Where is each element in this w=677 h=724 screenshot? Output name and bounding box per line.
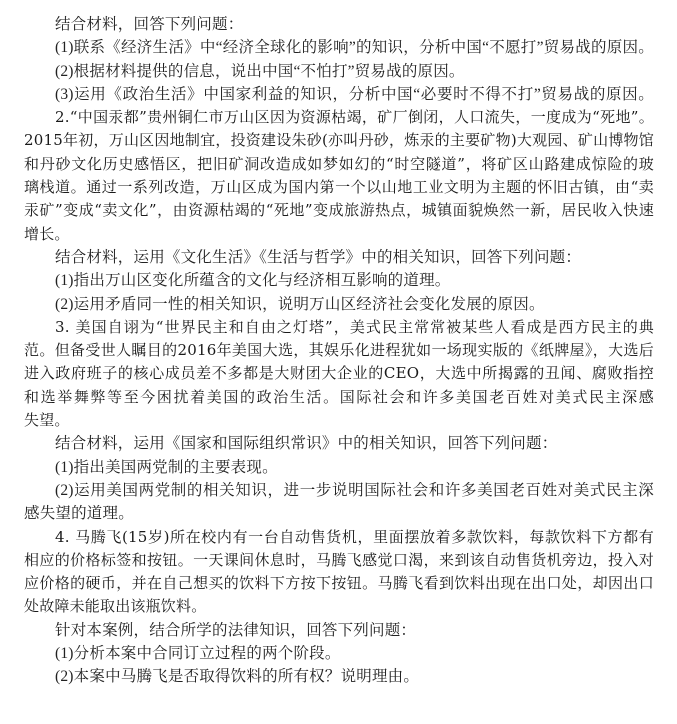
q4-prompt: 针对本案例，结合所学的法律知识，回答下列问题： bbox=[55, 621, 417, 639]
q2-prompt: 结合材料，运用《文化生活》《生活与哲学》中的相关知识，回答下列问题： bbox=[55, 248, 582, 266]
q3-material-line: 范。但备受世人瞩目的2016年美国大选，其娱乐化进程犹如一场现实版的《纸牌屋》，大选后 bbox=[24, 341, 654, 360]
q2-material-line: 璃栈道。通过一系列改造，万山区成为国内第一个以山地工业文明为主题的怀旧古镇，由“卖 bbox=[24, 178, 654, 197]
q2-material-line: 汞矿”变成“卖文化”，由资源枯竭的“死地”变成旅游热点，城镇面貌焕然一新，居民收入快速 bbox=[24, 201, 654, 220]
exam-page bbox=[24, 13, 654, 689]
q1-subquestion-1: (1)联系《经济生活》中“经济全球化的影响”的知识，分析中国“不愿打”贸易战的原因。 bbox=[55, 39, 654, 57]
q3-subquestion-1: (1)指出美国两党制的主要表现。 bbox=[55, 458, 278, 476]
q2-material-line: 2.“中国汞都”贵州铜仁市万山区因为资源枯竭，矿厂倒闭，人口流失，一度成为“死地”。 bbox=[55, 108, 654, 127]
q1-prompt: 结合材料，回答下列问题： bbox=[55, 16, 244, 33]
q1-subquestion-3: (3)运用《政治生活》中国家利益的知识，分析中国“必要时不得不打”贸易战的原因。 bbox=[55, 85, 654, 103]
q1-subquestion-2: (2)根据材料提供的信息，说出中国“不怕打”贸易战的原因。 bbox=[55, 62, 465, 80]
q3-prompt: 结合材料，运用《国家和国际组织常识》中的相关知识，回答下列问题： bbox=[55, 435, 558, 453]
q3-material-line: 进入政府班子的核心成员差不多都是大财团大企业的CEO，大选中所揭露的丑闻、腐败指控 bbox=[24, 364, 654, 383]
q3-subquestion-2: (2)运用美国两党制的相关知识，进一步说明国际社会和许多美国老百姓对美式民主深 bbox=[55, 481, 654, 499]
q2-material-line: 2015年初，万山区因地制宜，投资建设朱砂(亦叫丹砂，炼汞的主要矿物)大观园、矿山博物馆 bbox=[24, 131, 654, 150]
q3-material-line: 失望。 bbox=[24, 411, 70, 430]
q4-subquestion-1: (1)分析本案中合同订立过程的两个阶段。 bbox=[55, 645, 341, 663]
q4-material-line: 处故障未能取出该瓶饮料。 bbox=[24, 597, 207, 616]
q2-subquestion-1: (1)指出万山区变化所蕴含的文化与经济相互影响的道理。 bbox=[55, 272, 451, 290]
q4-subquestion-2: (2)本案中马腾飞是否取得饮料的所有权？说明理由。 bbox=[55, 668, 420, 686]
q3-subquestion-2-cont: 感失望的道理。 bbox=[24, 505, 134, 523]
q2-material-line: 和丹砂文化历史感悟区，把旧矿洞改造成如梦如幻的“时空隧道”，将矿区山路建成惊险的玻 bbox=[24, 154, 654, 173]
q4-material-line: 相应的价格标签和按钮。一天课间休息时，马腾飞感觉口渴，来到该自动售货机旁边，投入对 bbox=[24, 550, 654, 569]
q3-material-line: 3. 美国自诩为“世界民主和自由之灯塔”，美式民主常常被某些人看成是西方民主的典 bbox=[55, 317, 654, 336]
q4-material-line: 应价格的硬币，并在自己想买的饮料下方按下按钮。马腾飞看到饮料出现在出口处，却因出口 bbox=[24, 574, 654, 593]
q3-material-line: 和选举舞弊等至今困扰着美国的政治生活。国际社会和许多美国老百姓对美式民主深感 bbox=[24, 387, 654, 406]
q4-material-line: 4. 马腾飞(15岁)所在校内有一台自动售货机，里面摆放着多款饮料，每款饮料下方都有 bbox=[55, 527, 654, 546]
q2-material-line: 增长。 bbox=[24, 224, 70, 243]
q2-subquestion-2: (2)运用矛盾同一性的相关知识，说明万山区经济社会变化发展的原因。 bbox=[55, 295, 545, 313]
